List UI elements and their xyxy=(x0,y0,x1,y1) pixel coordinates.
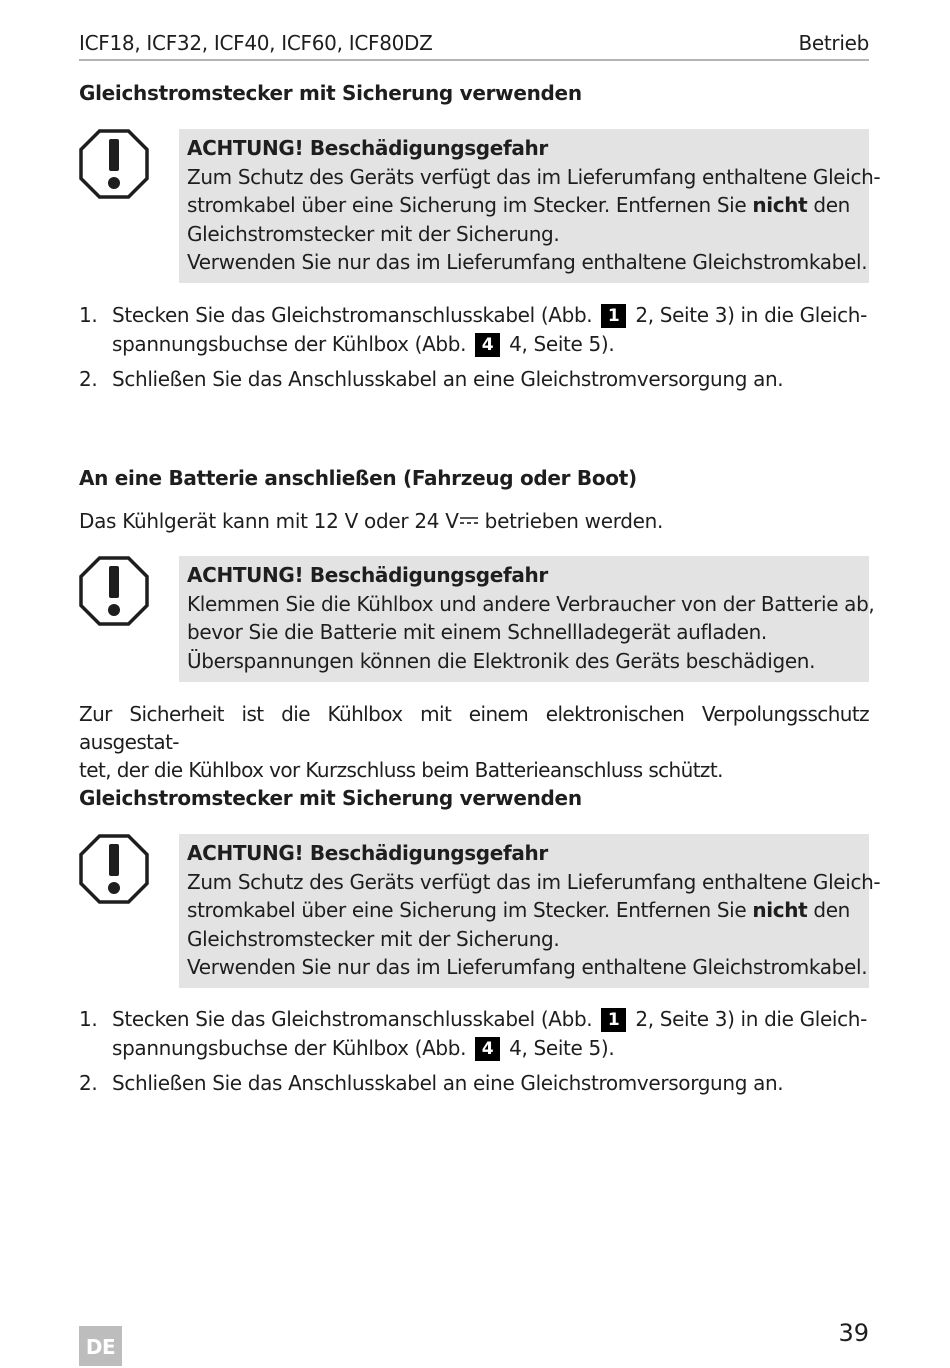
section-heading-battery: An eine Batterie anschließen (Fahrzeug oder Boot) xyxy=(79,466,637,490)
warning-line: Verwenden Sie nur das im Lieferumfang enthaltene Gleichstromkabel. xyxy=(187,250,868,274)
emphasis-nicht: nicht xyxy=(752,898,808,922)
section-heading-dc-plug: Gleichstromstecker mit Sicherung verwenden xyxy=(79,786,582,810)
warning-octagon-icon xyxy=(79,556,149,626)
dc-voltage-icon xyxy=(459,509,479,529)
warning-line: stromkabel über eine Sicherung im Stecker. Entfernen Sie nicht den xyxy=(187,193,850,217)
list-item: 2. Schließen Sie das Anschlusskabel an eine Gleichstromversorgung an. xyxy=(79,367,784,391)
warning-title: ACHTUNG! Beschädigungsgefahr xyxy=(187,841,548,865)
warning-line: Klemmen Sie die Kühlbox und andere Verbraucher von der Batterie ab, xyxy=(187,591,875,616)
page-header xyxy=(79,29,869,61)
warning-line: Verwenden Sie nur das im Lieferumfang enthaltene Gleichstromkabel. xyxy=(187,955,868,979)
warning-octagon-icon xyxy=(79,129,149,199)
warning-line: Zum Schutz des Geräts verfügt das im Lieferumfang enthaltene Gleich- xyxy=(187,869,881,894)
section-heading-dc-plug: Gleichstromstecker mit Sicherung verwenden xyxy=(79,81,582,105)
figure-ref-badge: 1 xyxy=(601,1008,626,1032)
warning-title: ACHTUNG! Beschädigungsgefahr xyxy=(187,563,548,587)
warning-line: stromkabel über eine Sicherung im Stecker. Entfernen Sie nicht den xyxy=(187,898,850,922)
warning-title: ACHTUNG! Beschädigungsgefahr xyxy=(187,136,548,160)
page-number: 39 xyxy=(838,1319,869,1347)
warning-box xyxy=(179,129,881,283)
warning-line: Überspannungen können die Elektronik des Geräts beschädigen. xyxy=(187,648,816,673)
figure-ref-badge: 4 xyxy=(475,1037,500,1061)
warning-line: Gleichstromstecker mit der Sicherung. xyxy=(187,221,560,246)
warning-octagon-icon xyxy=(79,834,149,904)
warning-line: Gleichstromstecker mit der Sicherung. xyxy=(187,926,560,951)
header-models: ICF18, ICF32, ICF40, ICF60, ICF80DZ xyxy=(79,31,433,55)
figure-ref-badge: 1 xyxy=(601,304,626,328)
step-list xyxy=(79,301,879,401)
warning-line: Zum Schutz des Geräts verfügt das im Lieferumfang enthaltene Gleich- xyxy=(187,164,881,189)
intro-text: Das Kühlgerät kann mit 12 V oder 24 V betrieben werden. xyxy=(79,509,664,533)
list-item: 2. Schließen Sie das Anschlusskabel an eine Gleichstromversorgung an. xyxy=(79,1071,784,1095)
figure-ref-badge: 4 xyxy=(475,333,500,357)
language-tab: DE xyxy=(79,1326,122,1366)
step-list xyxy=(79,1005,879,1105)
header-section: Betrieb xyxy=(798,31,869,55)
warning-line: bevor Sie die Batterie mit einem Schnellladegerät aufladen. xyxy=(187,620,767,644)
list-item: 1. Stecken Sie das Gleichstromanschlusskabel (Abb. 1 2, Seite 3) in die Gleich- spannungsbuchse der Kühlbox (Abb. 4 4, Seite 5). xyxy=(79,303,867,356)
list-item: 1. Stecken Sie das Gleichstromanschlusskabel (Abb. 1 2, Seite 3) in die Gleich- spannungsbuchse der Kühlbox (Abb. 4 4, Seite 5). xyxy=(79,1007,867,1060)
emphasis-nicht: nicht xyxy=(752,193,808,217)
warning-box xyxy=(179,834,881,988)
warning-box xyxy=(179,556,875,682)
safety-paragraph: Zur Sicherheit ist die Kühlbox mit einem elektronischen Verpolungsschutz ausgestat- tet, der die Kühlbox vor Kurzschluss beim Batterieanschluss schützt. xyxy=(79,702,869,782)
